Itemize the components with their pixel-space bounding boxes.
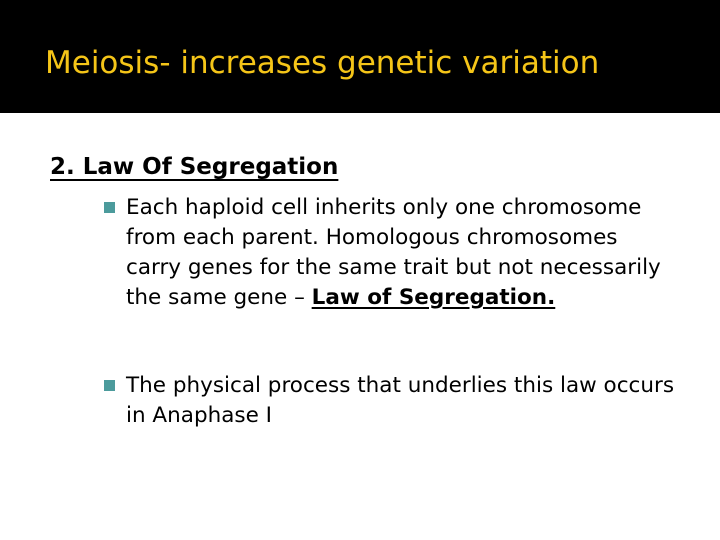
bullet-text-segregation bbox=[126, 193, 661, 313]
square-bullet-icon bbox=[104, 380, 115, 391]
bullet-line: in Anaphase I bbox=[126, 403, 272, 428]
bullet-line: carry genes for the same trait but not necessarily bbox=[126, 255, 661, 280]
slide-title: Meiosis- increases genetic variation bbox=[45, 45, 600, 81]
bullet-line bbox=[126, 283, 661, 313]
bullet-line: Each haploid cell inherits only one chromosome bbox=[126, 195, 642, 220]
bullet-line-prefix: the same gene – bbox=[126, 285, 312, 310]
bullet-line: The physical process that underlies this law occurs bbox=[126, 373, 675, 398]
title-bar bbox=[0, 0, 720, 113]
square-bullet-icon bbox=[104, 202, 115, 213]
bullet-text-anaphase bbox=[126, 371, 674, 431]
bullet-line: from each parent. Homologous chromosomes bbox=[126, 225, 618, 250]
law-of-segregation-emphasis: Law of Segregation. bbox=[311, 285, 556, 310]
section-heading: 2. Law Of Segregation bbox=[50, 154, 339, 180]
